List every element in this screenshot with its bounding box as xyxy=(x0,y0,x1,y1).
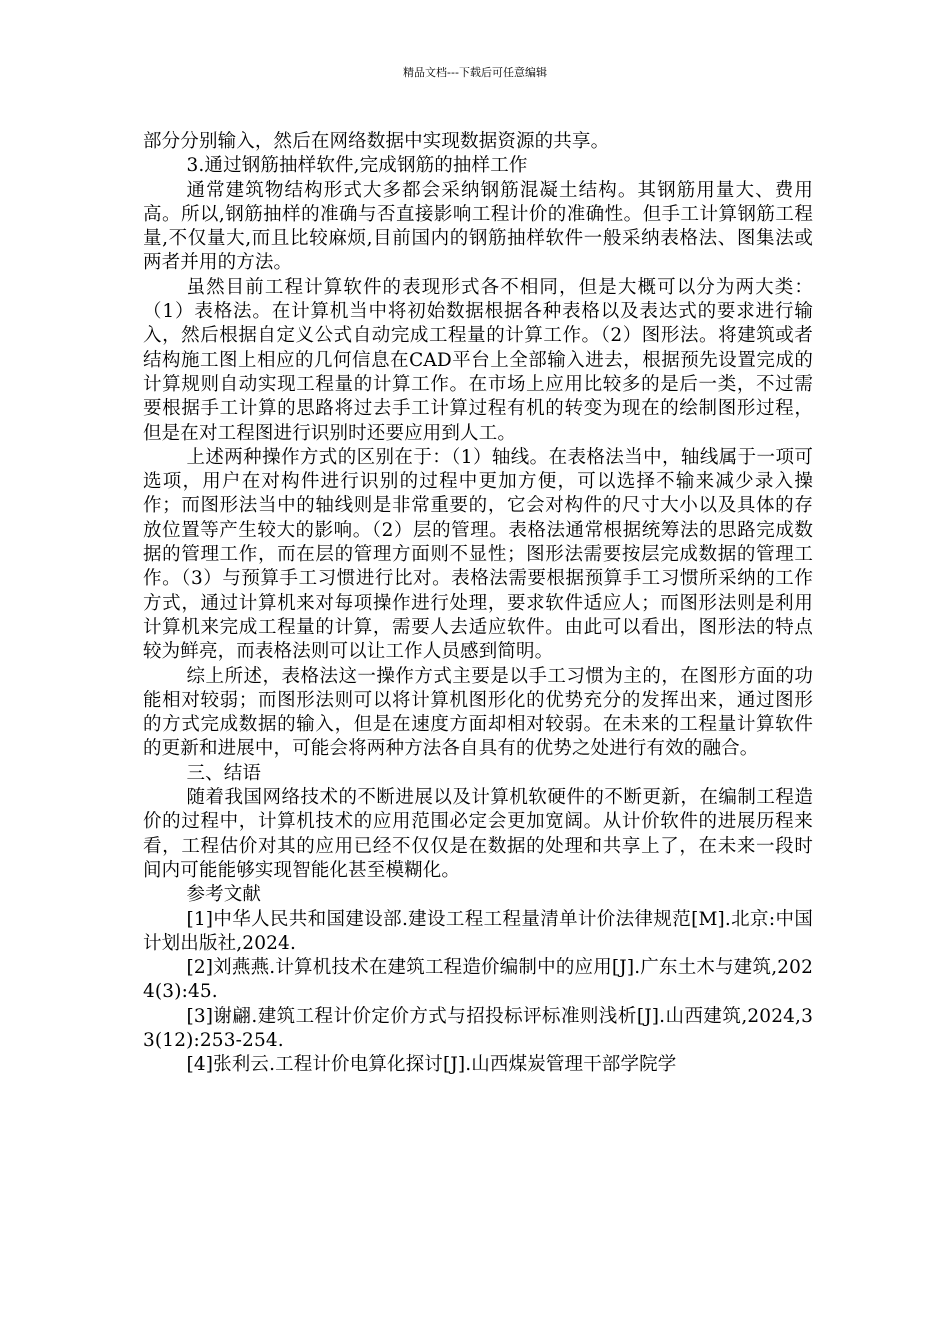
section-heading-rebar: 3.通过钢筋抽样软件,完成钢筋的抽样工作 xyxy=(186,155,528,177)
reference-item-3: [3]谢翩.建筑工程计价定价方式与招投标评标准则浅析[J].山西建筑,2024,33(12):253-254. xyxy=(143,1005,813,1051)
paragraph-software-types: 虽然目前工程计算软件的表现形式各不相同，但是大概可以分为两大类：（1）表格法。在计算机当中将初始数据根据各种表格以及表达式的要求进行输入，然后根据自定义公式自动完成工程量的计算工作。（2）图形法。将建筑或者结构施工图上相应的几何信息在CAD平台上全部输入进去，根据预先设置完成的计算规则自动实现工程量的计算工作。在市场上应用比较多的是后一类，不过需要根据手工计算的思路将过去手工计算过程有机的转变为现在的绘制图形过程，但是在对工程图进行识别时还要应用到人工。 xyxy=(143,276,813,444)
document-body xyxy=(143,130,813,1078)
paragraph-continuation: 部分分别输入，然后在网络数据中实现数据资源的共享。 xyxy=(143,131,610,152)
paragraph-differences: 上述两种操作方式的区别在于：（1）轴线。在表格法当中，轴线属于一项可选项，用户在对构件进行识别的过程中更加方便，可以选择不输来减少录入操作；而图形法当中的轴线则是非常重要的，它会对构件的尺寸大小以及具体的存放位置等产生较大的影响。（2）层的管理。表格法通常根据统筹法的思路完成数据的管理工作，而在层的管理方面则不显性；图形法需要按层完成数据的管理工作。（3）与预算手工习惯进行比对。表格法需要根据预算手工习惯所采纳的工作方式，通过计算机来对每项操作进行处理，要求软件适应人；而图形法则是利用计算机来完成工程量的计算，需要人去适应软件。由此可以看出，图形法的特点较为鲜亮，而表格法则可以让工作人员感到简明。 xyxy=(143,446,813,663)
paragraph-rebar: 通常建筑物结构形式大多都会采纳钢筋混凝土结构。其钢筋用量大、费用高。所以,钢筋抽样的准确与否直接影响工程计价的准确性。但手工计算钢筋工程量,不仅量大,而且比较麻烦,目前国内的钢筋抽样软件一般采纳表格法、图集法或两者并用的方法。 xyxy=(143,179,813,274)
paragraph-summary: 综上所述，表格法这一操作方式主要是以手工习惯为主的，在图形方面的功能相对较弱；而图形法则可以将计算机图形化的优势充分的发挥出来，通过图形的方式完成数据的输入，但是在速度方面却相对较弱。在未来的工程量计算软件的更新和进展中，可能会将两种方法各自具有的优势之处进行有效的融合。 xyxy=(143,665,813,760)
section-heading-conclusion: 三、结语 xyxy=(186,762,262,784)
paragraph-conclusion: 随着我国网络技术的不断进展以及计算机软硬件的不断更新，在编制工程造价的过程中，计算机技术的应用范围必定会更加宽阔。从计价软件的进展历程来看，工程估价对其的应用已经不仅仅是在数据的处理和共享上了，在未来一段时间内可能能够实现智能化甚至模糊化。 xyxy=(143,787,813,881)
reference-item-2: [2]刘燕燕.计算机技术在建筑工程造价编制中的应用[J].广东土木与建筑,2024(3):45. xyxy=(143,957,813,1003)
reference-item-4: [4]张利云.工程计价电算化探讨[J].山西煤炭管理干部学院学 xyxy=(186,1054,677,1076)
reference-item-1: [1]中华人民共和国建设部.建设工程工程量清单计价法律规范[M].北京:中国计划出版社,2024. xyxy=(143,908,813,954)
references-heading: 参考文献 xyxy=(186,884,262,906)
page-header: 精品文档---下载后可任意编辑 xyxy=(403,66,547,79)
